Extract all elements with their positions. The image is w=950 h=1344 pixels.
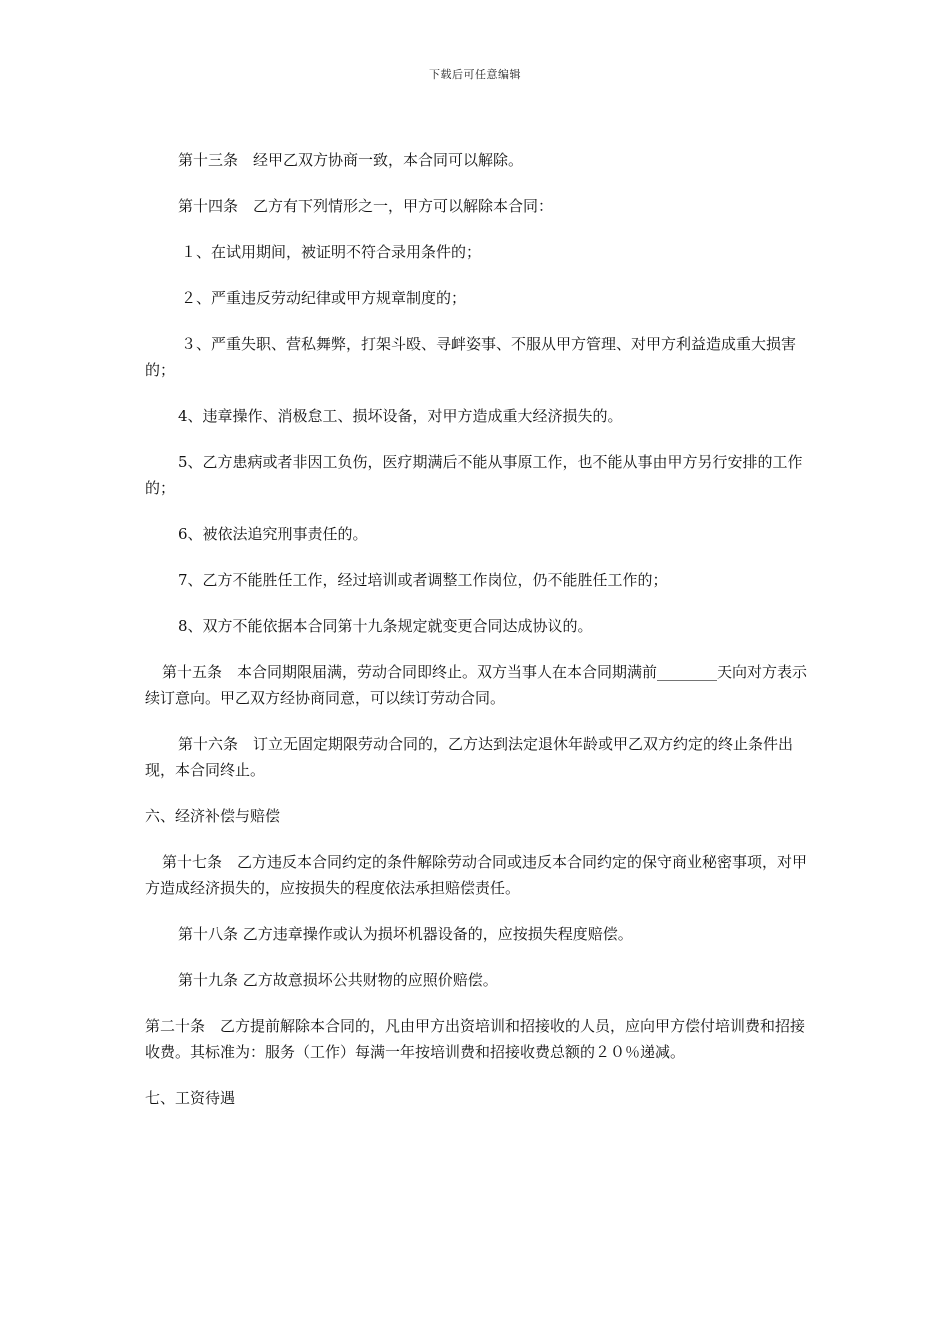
article-14: 第十四条 乙方有下列情形之一，甲方可以解除本合同： <box>178 197 554 215</box>
article-14-item-1: １、在试用期间，被证明不符合录用条件的； <box>181 243 482 261</box>
article-15: 第十五条 本合同期限届满，劳动合同即终止。双方当事人在本合同期满前________天向对方表示续订意向。甲乙双方经协商同意，可以续订劳动合同。 <box>145 663 808 707</box>
article-14-item-3: ３、严重失职、营私舞弊，打架斗殴、寻衅姿事、不服从甲方管理、对甲方利益造成重大损害的； <box>145 335 797 379</box>
article-18: 第十八条 乙方违章操作或认为损坏机器设备的，应按损失程度赔偿。 <box>178 925 633 943</box>
article-14-item-5: 5、乙方患病或者非因工负伤，医疗期满后不能从事原工作，也不能从事由甲方另行安排的工作的； <box>145 453 803 497</box>
article-19: 第十九条 乙方故意损坏公共财物的应照价赔偿。 <box>178 971 498 989</box>
article-14-item-7: 7、乙方不能胜任工作，经过培训或者调整工作岗位，仍不能胜任工作的； <box>178 571 668 589</box>
article-13: 第十三条 经甲乙双方协商一致，本合同可以解除。 <box>178 151 524 169</box>
article-14-item-2: ２、严重违反劳动纪律或甲方规章制度的； <box>181 289 467 307</box>
header-note: 下载后可任意编辑 <box>429 68 521 81</box>
article-16: 第十六条 订立无固定期限劳动合同的，乙方达到法定退休年龄或甲乙双方约定的终止条件出现，本合同终止。 <box>145 735 794 779</box>
article-14-item-6: 6、被依法追究刑事责任的。 <box>178 525 368 543</box>
article-17: 第十七条 乙方违反本合同约定的条件解除劳动合同或违反本合同约定的保守商业秘密事项，对甲方造成经济损失的，应按损失的程度依法承担赔偿责任。 <box>145 853 808 897</box>
document-body <box>145 147 810 1131</box>
section-6-heading: 六、经济补偿与赔偿 <box>145 807 281 825</box>
article-20: 第二十条 乙方提前解除本合同的，凡由甲方出资培训和招接收的人员，应向甲方偿付培训费和招接收费。其标准为：服务（工作）每满一年按培训费和招接收费总额的２０％递减。 <box>145 1017 806 1061</box>
article-14-item-8: 8、双方不能依据本合同第十九条规定就变更合同达成协议的。 <box>178 617 593 635</box>
article-14-item-4: 4、违章操作、消极怠工、损坏设备，对甲方造成重大经济损失的。 <box>178 407 623 425</box>
section-7-heading: 七、工资待遇 <box>145 1089 236 1107</box>
